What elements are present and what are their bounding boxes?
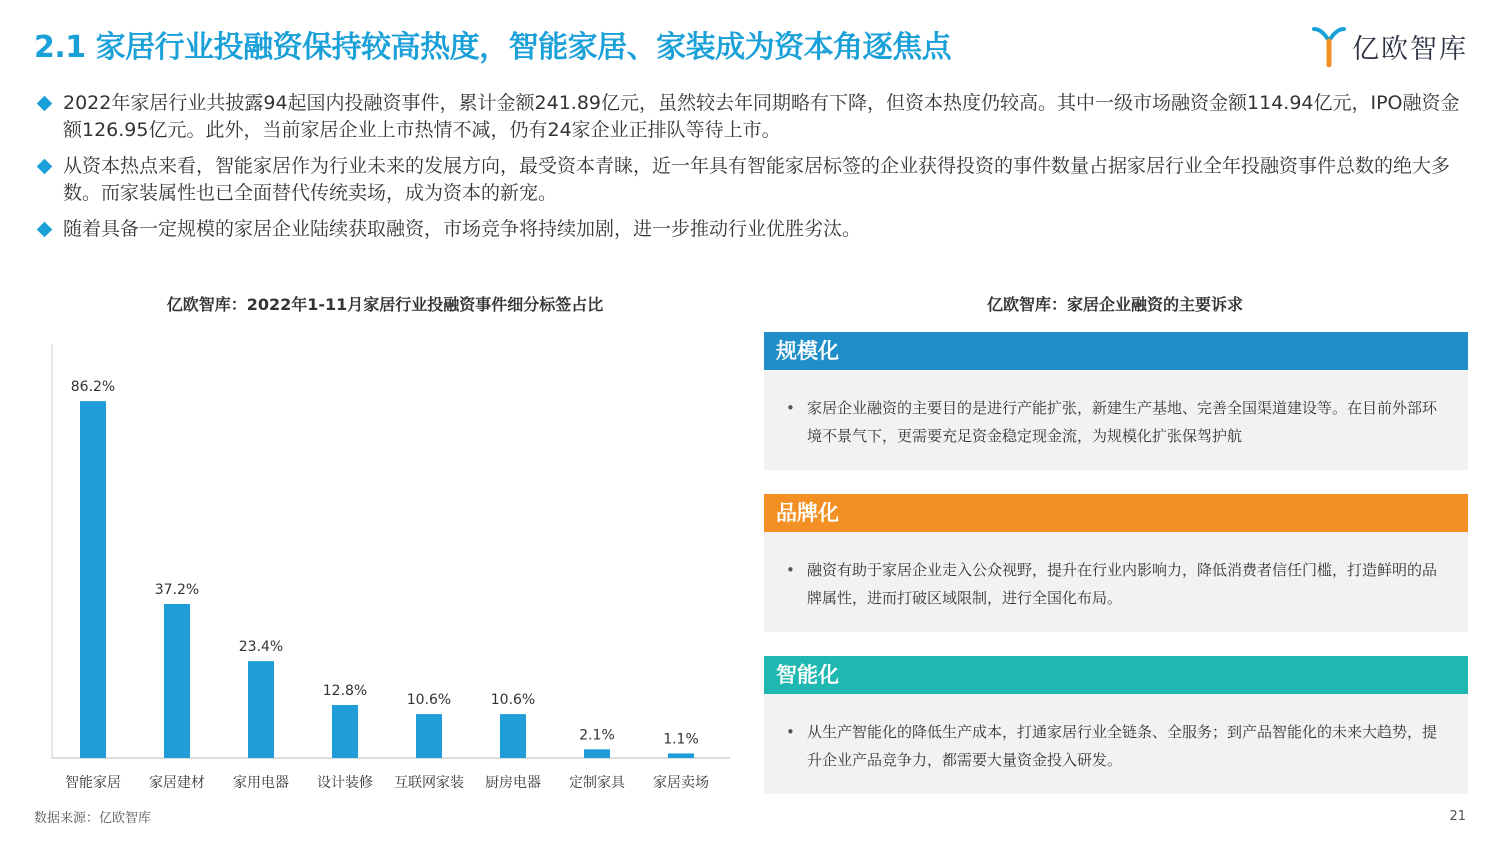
data-label: 2.1% bbox=[579, 727, 615, 744]
card-text: 从生产智能化的降低生产成本，打通家居行业全链条、全服务；到产品智能化的未来大趋势，提升企业产品竞争力，都需要大量资金投入研发。 bbox=[807, 723, 1438, 769]
panel-title: 亿欧智库：家居企业融资的主要诉求 bbox=[986, 295, 1243, 314]
bullet-text: 随着具备一定规模的家居企业陆续获取融资，市场竞争将持续加剧，进一步推动行业优胜劣汰。 bbox=[63, 218, 862, 240]
data-label: 37.2% bbox=[154, 581, 200, 598]
chart-title: 亿欧智库：2022年1-11月家居行业投融资事件细分标签占比 bbox=[166, 295, 604, 314]
data-label: 1.1% bbox=[663, 731, 699, 748]
bar bbox=[584, 749, 610, 758]
diamond-bullet-icon bbox=[37, 222, 53, 238]
bar bbox=[668, 753, 694, 758]
bar bbox=[416, 714, 442, 758]
bar bbox=[164, 604, 190, 758]
dot-bullet-icon: • bbox=[786, 723, 795, 741]
card-header: 智能化 bbox=[764, 656, 1468, 694]
bar bbox=[332, 705, 358, 758]
logo-mark-icon bbox=[1312, 25, 1346, 67]
data-label: 86.2% bbox=[70, 379, 116, 396]
page-title: 2.1 家居行业投融资保持较高热度，智能家居、家装成为资本角逐焦点 bbox=[34, 30, 952, 65]
bullet-text: 2022年家居行业共披露94起国内投融资事件，累计金额241.89亿元，虽然较去年同期略有下降，但资本热度仍较高。其中一级市场融资金额114.94亿元，IPO融资金额126.95亿元。此外，当前家居企业上市热情不减，仍有24家企业正排队等待上市。 bbox=[63, 92, 1460, 141]
bullet-item bbox=[36, 216, 1472, 243]
card-scale bbox=[764, 332, 1468, 470]
data-label: 10.6% bbox=[406, 692, 452, 709]
category-label: 定制家具 bbox=[569, 775, 625, 791]
card-header: 品牌化 bbox=[764, 494, 1468, 532]
category-label: 厨房电器 bbox=[485, 775, 541, 791]
dot-bullet-icon: • bbox=[786, 399, 795, 417]
bar bbox=[80, 401, 106, 758]
bullet-list bbox=[36, 90, 1472, 252]
data-label: 12.8% bbox=[322, 683, 368, 700]
logo bbox=[1312, 24, 1468, 68]
data-label: 10.6% bbox=[490, 692, 536, 709]
bar bbox=[500, 714, 526, 758]
card-body bbox=[764, 532, 1468, 632]
diamond-bullet-icon bbox=[37, 96, 53, 112]
logo-text: 亿欧智库 bbox=[1352, 33, 1468, 65]
card-brand bbox=[764, 494, 1468, 632]
card-text: 融资有助于家居企业走入公众视野，提升在行业内影响力，降低消费者信任门槛，打造鲜明的品牌属性，进而打破区域限制，进行全国化布局。 bbox=[807, 561, 1438, 607]
bullet-item bbox=[36, 153, 1472, 207]
diamond-bullet-icon bbox=[37, 159, 53, 175]
source-note: 数据来源：亿欧智库 bbox=[34, 811, 152, 826]
card-header: 规模化 bbox=[764, 332, 1468, 370]
bar-chart bbox=[40, 330, 730, 800]
bullet-item bbox=[36, 90, 1472, 144]
page-number: 21 bbox=[1449, 809, 1466, 824]
data-label: 23.4% bbox=[238, 639, 284, 656]
category-label: 智能家居 bbox=[65, 775, 121, 791]
category-label: 家居建材 bbox=[149, 775, 205, 791]
bar bbox=[248, 661, 274, 758]
category-label: 设计装修 bbox=[317, 775, 373, 791]
dot-bullet-icon: • bbox=[786, 561, 795, 579]
card-text: 家居企业融资的主要目的是进行产能扩张，新建生产基地、完善全国渠道建设等。在目前外部环境不景气下，更需要充足资金稳定现金流，为规模化扩张保驾护航 bbox=[807, 399, 1438, 445]
card-body bbox=[764, 370, 1468, 470]
category-label: 家用电器 bbox=[233, 775, 289, 791]
bullet-text: 从资本热点来看，智能家居作为行业未来的发展方向，最受资本青睐，近一年具有智能家居标签的企业获得投资的事件数量占据家居行业全年投融资事件总数的绝大多数。而家装属性也已全面替代传统卖场，成为资本的新宠。 bbox=[63, 155, 1451, 204]
category-label: 家居卖场 bbox=[653, 775, 709, 791]
card-body bbox=[764, 694, 1468, 794]
category-label: 互联网家装 bbox=[394, 775, 464, 791]
card-smart bbox=[764, 656, 1468, 794]
